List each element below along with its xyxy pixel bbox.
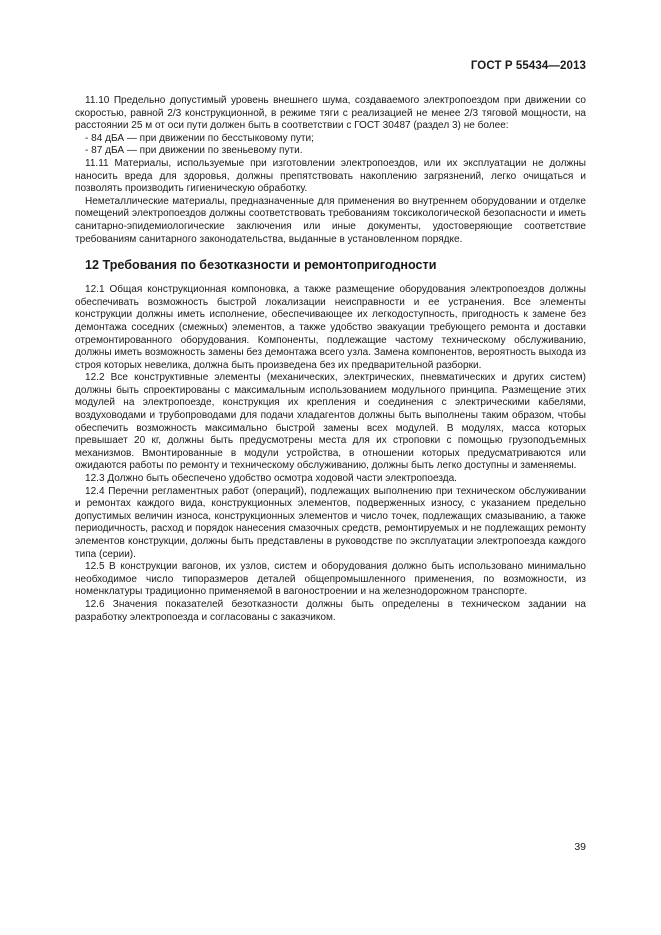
paragraph-11-11: 11.11 Материалы, используемые при изготовлении электропоездов, или их эксплуатации не должны наносить вреда для здоровья, должны препятствовать накоплению загрязнений, легко очищаться и позволять производить гигиеническую обработку. [75, 157, 586, 195]
section-12-heading: 12 Требования по безотказности и ремонтопригодности [85, 258, 437, 273]
paragraph-11-10: 11.10 Предельно допустимый уровень внешнего шума, создаваемого электропоездом при движении со скоростью, равной 2/3 конструкционной, в режиме тяги с реализацией не менее 2/3 тяговой мощности, на расстоянии 25 м от оси пути должен быть в соответствии с ГОСТ 30487 (раздел 3) не более: [75, 95, 586, 132]
paragraph-12-1: 12.1 Общая конструкционная компоновка, а также размещение оборудования электропоездов должны обеспечивать возможность быстрой локализации неисправности и ее устранения. Все элементы конструкции должны иметь исполнение, обеспечивающее их легкодоступность, пригодность к замене без демонтажа соседних (смежных) элементов, а также удобство эвакуации требующего ремонта и доставки отремонтированного оборудования. Компоненты, подлежащие частому техническому обслуживанию, должны иметь возможность замены без демонтажа всего узла. Замена компонентов, вероятность выхода из строя которых невелика, должна быть произведена без их предварительной разборки. [75, 284, 586, 371]
paragraph-12-4: 12.4 Перечни регламентных работ (операций), подлежащих выполнению при техническом обслуживании и ремонтах каждого вида, конструкционных элементов, подверженных износу, с указанием предельно допустимых величин износа, конструкционных элементов и число точек, подлежащих смазыванию, а также периодичность, расход и порядок нанесения смазочных средств, ремонтируемых и не подлежащих ремонту элементов конструкции, должны быть представлены в руководстве по эксплуатации электропоезда каждого типа (серии). [75, 485, 586, 560]
paragraph-nonmetal-materials: Неметаллические материалы, предназначенные для применения во внутреннем оборудовании и отделке помещений электропоездов должны соответствовать требованиям токсикологической безопасности и иметь санитарно-эпидемиологические заключения или иные документы, удостоверяющие соответствие требованиям санитарного законодательства, выданные в установленном порядке. [75, 195, 586, 245]
paragraph-12-2: 12.2 Все конструктивные элементы (механических, электрических, пневматических и других систем) должны быть спроектированы с максимальным использованием модульного принципа. Размещение этих модулей на электропоезде, конструкция их крепления и соединения с электрическими кабелями, воздуховодами и трубопроводами для подачи хладагентов должны быть выполнены таким образом, чтобы обеспечить возможность максимально быстрой замены всех модулей. В модулях, масса которых превышает 20 кг, должны быть предусмотрены места для их строповки с помощью грузоподъемных механизмов. Вмонтированные в модули устройства, в отношении которых предусматриваются или ожидаются работы по ремонту и техническому обслуживанию, должны быть легко доступны и заменяемы. [75, 372, 586, 472]
document-code: ГОСТ Р 55434—2013 [470, 60, 586, 72]
page-content [75, 95, 586, 624]
paragraph-12-6: 12.6 Значения показателей безотказности должны быть определены в техническом задании на разработку электропоезда и согласованы с заказчиком. [75, 598, 586, 623]
list-item-noise-continuous: - 84 дБА — при движении по бесстыковому пути; [85, 132, 314, 144]
page-number: 39 [574, 841, 586, 853]
list-item-noise-jointed: - 87 дБА — при движении по звеньевому пути. [85, 145, 303, 157]
paragraph-12-3: 12.3 Должно быть обеспечено удобство осмотра ходовой части электропоезда. [85, 473, 457, 485]
paragraph-12-5: 12.5 В конструкции вагонов, их узлов, систем и оборудования должно быть использовано минимально необходимое число типоразмеров деталей общепромышленного применения, по возможности, из номенклатуры традиционно применяемой в вагоностроении и на железнодорожном транспорте. [75, 561, 586, 598]
